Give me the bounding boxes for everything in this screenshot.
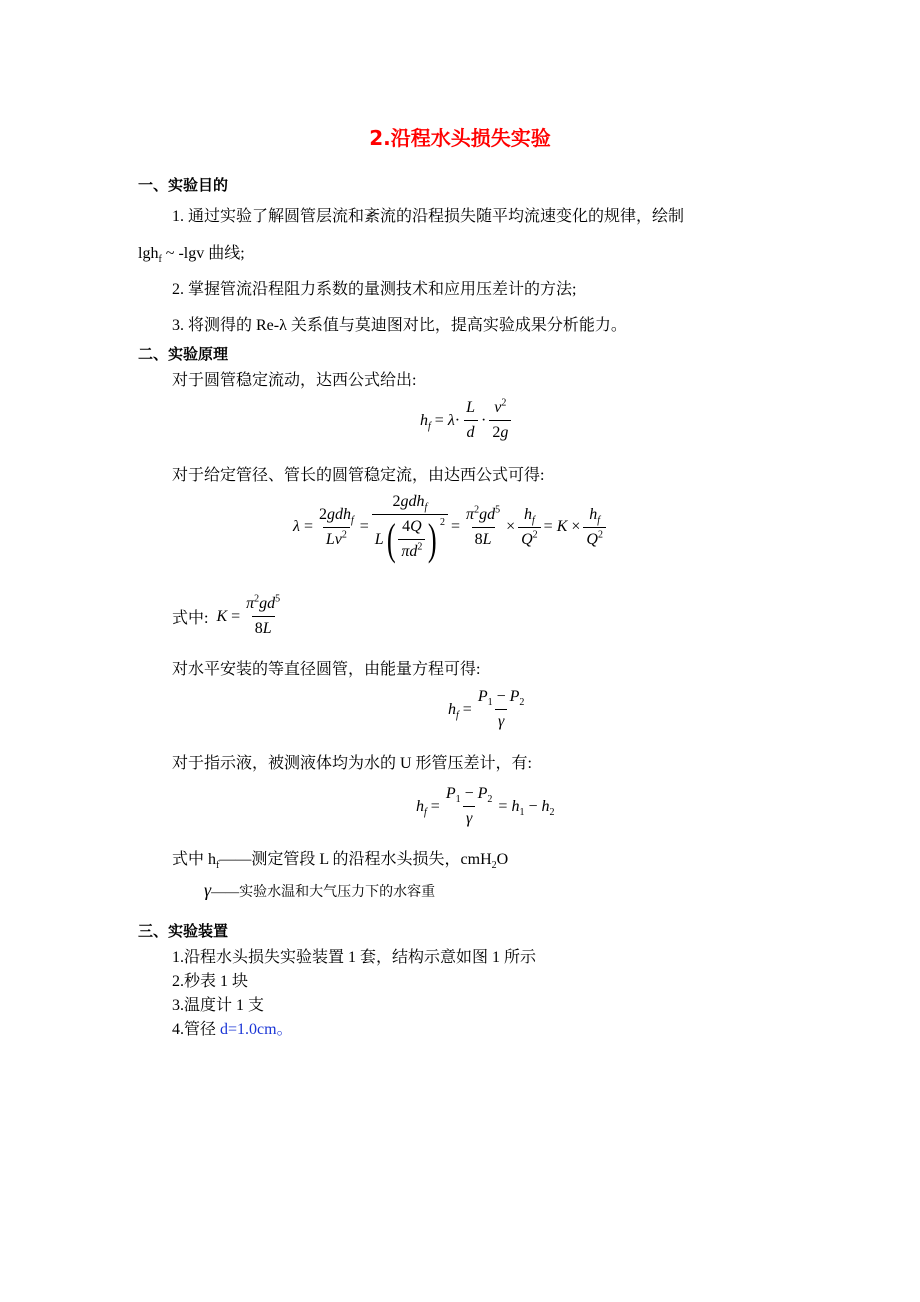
- equation-lambda: λ = $\frac{2gdh_f}{Lv^2}$ = 2gdh$_f$ L ( $\frac{4Q}{\pi d^2}$ ) 2 = $\frac{\pi^2gd^5}{8L}$ × $\frac{h_f}{Q^2}$ = K × $\frac{h_f}{Q^2}$: [293, 492, 609, 562]
- principle-text-5: 对于指示液，被测液体均为水的 U 形管压差计，有:: [172, 755, 533, 772]
- purpose-item-2: 2. 掌握管流沿程阻力系数的量测技术和应用压差计的方法;: [172, 281, 577, 298]
- equipment-item-2: 2.秒表 1 块: [172, 973, 249, 990]
- equipment-item-4: 4.管径 d=1.0cm。: [172, 1021, 293, 1038]
- purpose-item-1-cont: lgh$_f$ ~ -lgv 曲线;: [138, 245, 245, 266]
- principle-text-4: 对水平安装的等直径圆管，由能量方程可得:: [172, 661, 481, 678]
- principle-text-2: 对于给定管径、管长的圆管稳定流，由达西公式可得:: [172, 467, 545, 484]
- equation-energy: $h_f$ = $\frac{P_1 - P_2}{\gamma}$: [448, 688, 525, 730]
- principle-text-1: 对于圆管稳定流动，达西公式给出:: [172, 372, 417, 389]
- document-title: 2.沿程水头损失实验: [369, 126, 551, 150]
- equation-k-definition: 式中: K = $\frac{\pi^2gd^5}{8L}$: [172, 593, 281, 637]
- section-heading-principle: 二、实验原理: [138, 345, 229, 363]
- principle-text-6: 式中 $h_f——$测定管段 L 的沿程水头损失，cmH$_2$O: [172, 851, 509, 872]
- purpose-item-3: 3. 将测得的 Re-λ 关系值与莫迪图对比，提高实验成果分析能力。: [172, 317, 627, 334]
- equation-darcy: $h_f$ = λ · $\frac{L}{d}$ · $\frac{v^2}{2g}$: [420, 398, 514, 443]
- equation-manometer: $h_f$ = $\frac{P_1 - P_2}{\gamma}$ = $h_1$ − $h_2$: [416, 785, 555, 827]
- gamma-definition: γ——实验水温和大气压力下的水容重: [204, 880, 436, 900]
- equipment-item-3: 3.温度计 1 支: [172, 997, 265, 1014]
- purpose-item-1: 1. 通过实验了解圆管层流和紊流的沿程损失随平均流速变化的规律，绘制: [172, 208, 685, 225]
- equipment-item-1: 1.沿程水头损失实验装置 1 套，结构示意如图 1 所示: [172, 949, 537, 966]
- pipe-diameter-value: d=1.0cm。: [220, 1021, 293, 1038]
- section-heading-purpose: 一、实验目的: [138, 176, 229, 194]
- section-heading-equipment: 三、实验装置: [138, 922, 229, 940]
